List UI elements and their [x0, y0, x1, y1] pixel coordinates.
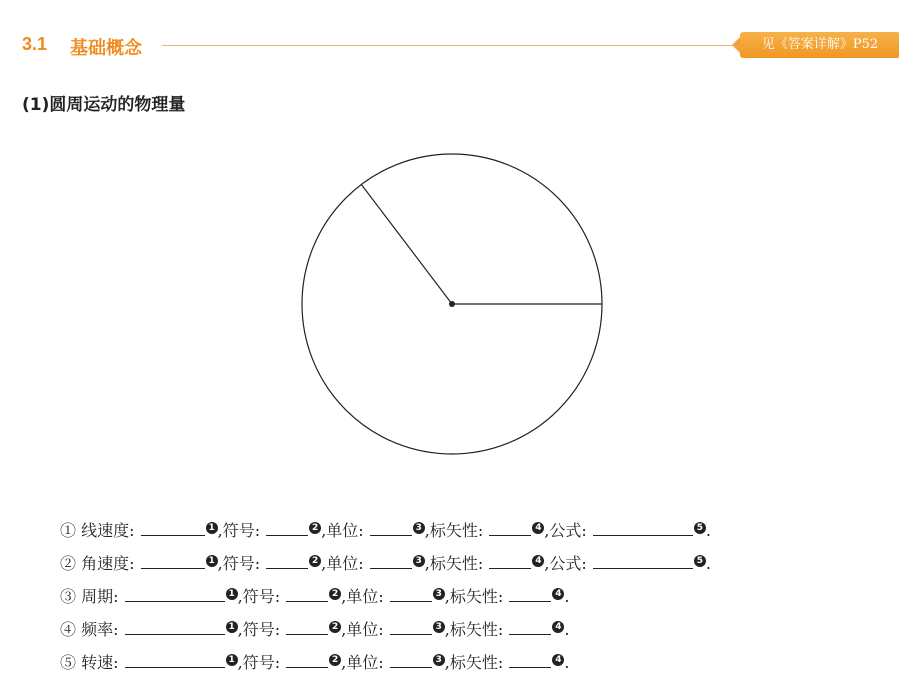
label-symbol: ,符号: [237, 620, 281, 639]
header-divider [162, 45, 737, 46]
item-number: ⑤ [60, 653, 77, 672]
blank-field[interactable] [593, 517, 693, 536]
mark-5-icon: 5 [694, 555, 706, 567]
mark-4-icon: 4 [552, 588, 564, 600]
label-formula: ,公式: [544, 554, 587, 573]
mark-3-icon: 3 [433, 654, 445, 666]
blank-field[interactable] [390, 649, 432, 668]
mark-3-icon: 3 [433, 621, 445, 633]
label-unit: ,单位: [321, 554, 364, 573]
label-unit: ,单位: [321, 521, 364, 540]
mark-4-icon: 4 [532, 555, 544, 567]
blank-field[interactable] [370, 550, 412, 569]
item-name: 频率: [81, 620, 119, 639]
blank-field[interactable] [509, 583, 551, 602]
mark-2-icon: 2 [329, 588, 341, 600]
label-unit: ,单位: [341, 587, 384, 606]
blank-field[interactable] [370, 517, 412, 536]
mark-1-icon: 1 [226, 654, 238, 666]
blank-field[interactable] [390, 616, 432, 635]
mark-1-icon: 1 [206, 522, 218, 534]
label-symbol: ,符号: [217, 554, 261, 573]
list-item-frequency [60, 613, 880, 646]
mark-2-icon: 2 [309, 555, 321, 567]
blank-field[interactable] [125, 616, 225, 635]
mark-3-icon: 3 [413, 555, 425, 567]
label-unit: ,单位: [341, 653, 384, 672]
mark-4-icon: 4 [552, 621, 564, 633]
blank-field[interactable] [125, 583, 225, 602]
blank-field[interactable] [125, 649, 225, 668]
circle-diagram [300, 152, 604, 458]
row-end: . [564, 620, 570, 639]
label-vector: ,标矢性: [424, 521, 484, 540]
subheading: (1)圆周运动的物理量 [22, 95, 186, 115]
list-item-angular-velocity [60, 547, 880, 580]
blank-field[interactable] [489, 517, 531, 536]
mark-5-icon: 5 [694, 522, 706, 534]
mark-2-icon: 2 [329, 621, 341, 633]
item-number: ③ [60, 587, 77, 606]
mark-1-icon: 1 [226, 621, 238, 633]
row-end: . [564, 653, 570, 672]
label-formula: ,公式: [544, 521, 587, 540]
list-item-period [60, 580, 880, 613]
row-end: . [705, 554, 712, 573]
section-number: 3.1 [22, 34, 48, 54]
blank-field[interactable] [141, 517, 205, 536]
item-name: 周期: [81, 587, 119, 606]
label-vector: ,标矢性: [424, 554, 484, 573]
label-vector: ,标矢性: [444, 620, 504, 639]
blank-field[interactable] [286, 616, 328, 635]
quantity-list [60, 514, 880, 679]
blank-field[interactable] [286, 649, 328, 668]
blank-field[interactable] [266, 517, 308, 536]
list-item-linear-velocity [60, 514, 880, 547]
label-unit: ,单位: [341, 620, 384, 639]
mark-2-icon: 2 [309, 522, 321, 534]
item-name: 转速: [81, 653, 119, 672]
blank-field[interactable] [141, 550, 205, 569]
blank-field[interactable] [266, 550, 308, 569]
item-name: 线速度: [81, 521, 135, 540]
mark-4-icon: 4 [532, 522, 544, 534]
label-vector: ,标矢性: [444, 587, 504, 606]
item-name: 角速度: [81, 554, 135, 573]
item-number: ② [60, 554, 77, 573]
mark-3-icon: 3 [433, 588, 445, 600]
mark-3-icon: 3 [413, 522, 425, 534]
section-header [22, 32, 882, 58]
blank-field[interactable] [509, 649, 551, 668]
mark-2-icon: 2 [329, 654, 341, 666]
section-title: 基础概念 [70, 38, 142, 58]
label-symbol: ,符号: [237, 587, 281, 606]
mark-1-icon: 1 [226, 588, 238, 600]
blank-field[interactable] [489, 550, 531, 569]
item-number: ① [60, 521, 77, 540]
list-item-rotational-speed [60, 646, 880, 679]
blank-field[interactable] [509, 616, 551, 635]
center-point [449, 301, 455, 307]
blank-field[interactable] [593, 550, 693, 569]
row-end: . [564, 587, 570, 606]
mark-4-icon: 4 [552, 654, 564, 666]
row-end: . [705, 521, 712, 540]
answer-reference-tag[interactable]: 见《答案详解》P52 [740, 32, 899, 58]
mark-1-icon: 1 [206, 555, 218, 567]
blank-field[interactable] [390, 583, 432, 602]
item-number: ④ [60, 620, 77, 639]
radius-oblique [361, 184, 452, 304]
label-symbol: ,符号: [237, 653, 281, 672]
label-vector: ,标矢性: [444, 653, 504, 672]
label-symbol: ,符号: [217, 521, 261, 540]
blank-field[interactable] [286, 583, 328, 602]
